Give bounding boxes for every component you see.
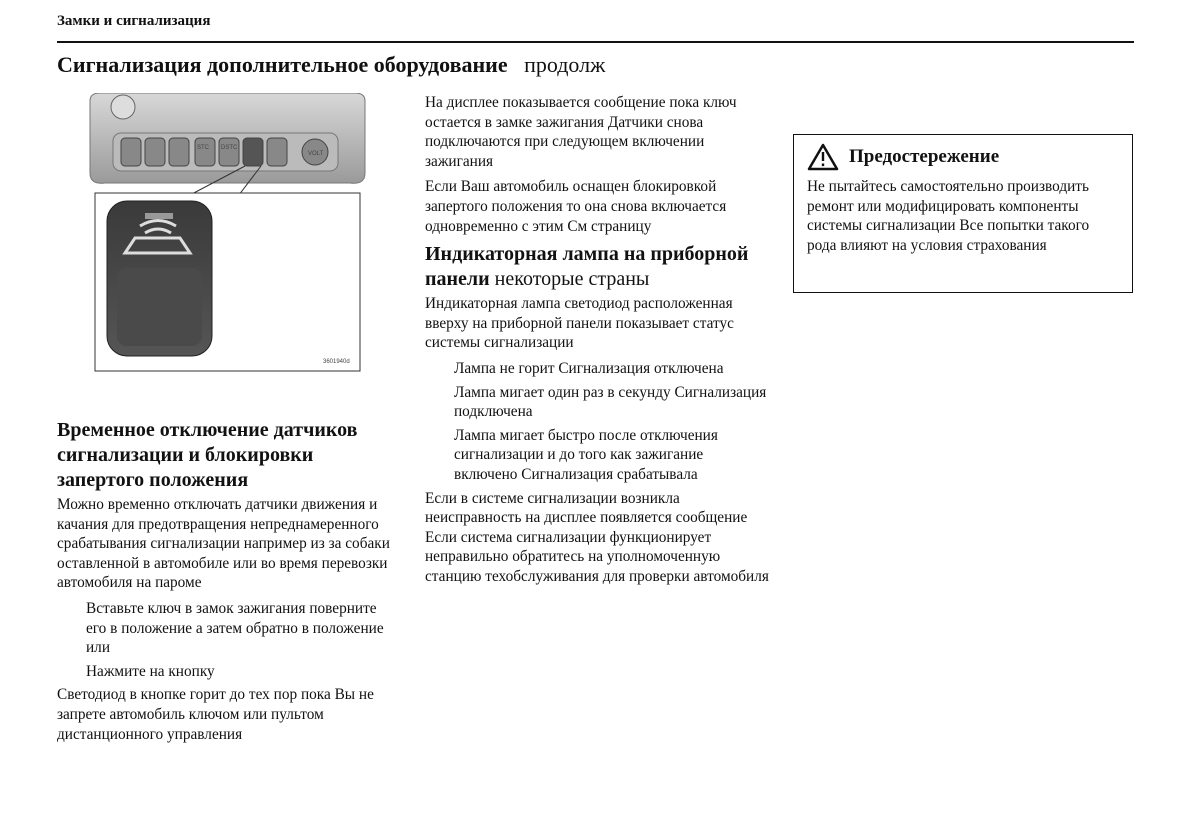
section-heading-disable: Временное отключение датчиков сигнализации и блокировки запертого положения xyxy=(57,419,358,491)
paragraph: Можно временно отключать датчики движения и качания для предотвращения непреднамеренного срабатывания сигнализации например из за собаки оставленной в автомобиле или во время перевозки автомобиля на пароме xyxy=(57,496,390,592)
section-header: Замки и сигнализация xyxy=(57,13,211,29)
alarm-button-figure xyxy=(85,93,370,378)
page-title xyxy=(57,52,605,78)
warning-title: Предостережение xyxy=(849,146,1000,167)
panel-button xyxy=(145,138,165,166)
list-item: Лампа мигает один раз в секунду Сигнализация подключена xyxy=(454,383,767,421)
section-heading-indicator xyxy=(425,242,770,292)
panel-button xyxy=(219,138,239,166)
list-item: Лампа мигает быстро после отключения сигнализации и до того как зажигание включено Сигнализация срабатывала xyxy=(454,426,718,483)
paragraph: Если в системе сигнализации возникла неисправность на дисплее появляется сообщение xyxy=(425,489,748,527)
button-label-volt: VOLT xyxy=(308,151,324,157)
page-title-main: Сигнализация дополнительное оборудование xyxy=(57,52,508,77)
warning-triangle-icon xyxy=(807,143,839,171)
paragraph: Если система сигнализации функционирует неправильно обратитесь на уполномоченную станцию техобслуживания для проверки автомобиля xyxy=(425,528,769,585)
knob-icon xyxy=(111,95,135,119)
heading-normal-part: некоторые страны xyxy=(494,268,650,291)
panel-button xyxy=(121,138,141,166)
warning-text: Не пытайтесь самостоятельно производить ремонт или модифицировать компоненты системы сигнализации Все попытки такого рода влияют на условия страхования xyxy=(807,178,1090,254)
step-item: Вставьте ключ в замок зажигания поверните его в положение а затем обратно в положение или xyxy=(86,599,384,657)
column-middle xyxy=(425,93,770,592)
list-item: Лампа не горит Сигнализация отключена xyxy=(454,359,724,377)
button-label-dstc: DSTC xyxy=(221,145,238,151)
panel-button xyxy=(267,138,287,166)
header-divider xyxy=(57,41,1134,43)
page-title-continued: продолж xyxy=(524,52,606,77)
column-left xyxy=(57,418,397,750)
alarm-panel-button xyxy=(243,138,263,166)
paragraph: Индикаторная лампа светодиод расположенная вверху на приборной панели показывает статус системы сигнализации xyxy=(425,295,734,352)
heading-bold-part: Индикаторная лампа на приборной панели xyxy=(425,243,749,291)
paragraph: Светодиод в кнопке горит до тех пор пока Вы не запрете автомобиль ключом или пультом дистанционного управления xyxy=(57,686,374,743)
paragraph: Если Ваш автомобиль оснащен блокировкой запертого положения то она снова включается одновременно с этим См страницу xyxy=(425,178,727,235)
panel-button xyxy=(195,138,215,166)
button-label-stc: STC xyxy=(197,145,209,151)
warning-box xyxy=(793,134,1133,293)
step-item: Нажмите на кнопку xyxy=(86,662,215,680)
paragraph: На дисплее показывается сообщение пока ключ остается в замке зажигания Датчики снова подключаются при следующем включении зажигания xyxy=(425,94,737,170)
figure-code: 3601940d xyxy=(323,359,350,365)
panel-button xyxy=(169,138,189,166)
